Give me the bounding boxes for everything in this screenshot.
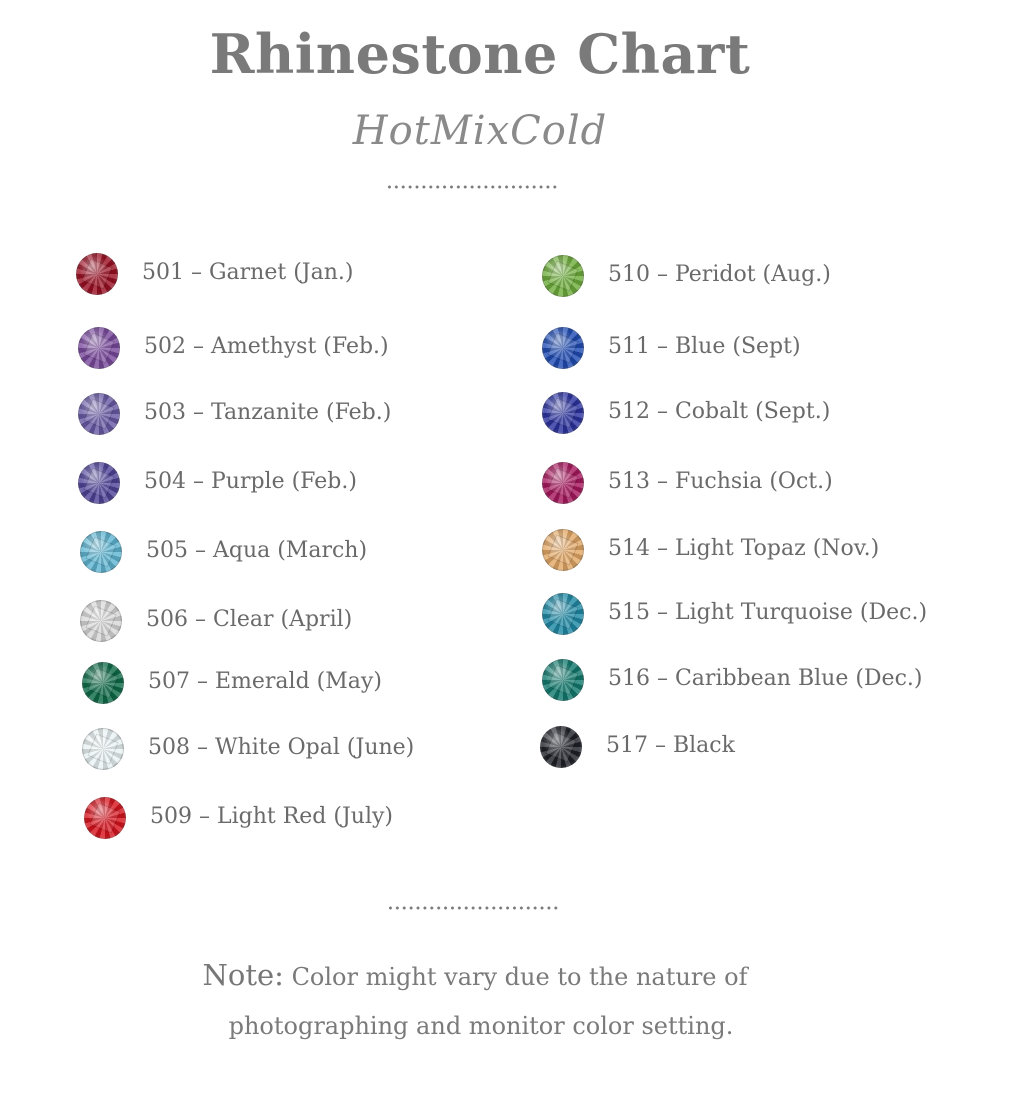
rhinestone-swatch bbox=[78, 327, 120, 369]
rhinestone-swatch bbox=[542, 593, 584, 635]
dotted-divider-bottom bbox=[387, 906, 559, 910]
rhinestone-swatch bbox=[542, 529, 584, 571]
rhinestone-swatch bbox=[540, 726, 582, 768]
rhinestone-label: 514 – Light Topaz (Nov.) bbox=[608, 536, 880, 561]
rhinestone-label: 515 – Light Turquoise (Dec.) bbox=[608, 600, 928, 625]
rhinestone-label: 512 – Cobalt (Sept.) bbox=[608, 399, 831, 424]
rhinestone-swatch bbox=[542, 392, 584, 434]
rhinestone-label: 509 – Light Red (July) bbox=[150, 804, 393, 829]
rhinestone-swatch bbox=[542, 462, 584, 504]
dotted-divider-top bbox=[386, 185, 558, 189]
rhinestone-label: 508 – White Opal (June) bbox=[148, 735, 415, 760]
note-label: Note: bbox=[202, 958, 284, 992]
rhinestone-label: 517 – Black bbox=[606, 733, 735, 758]
rhinestone-label: 501 – Garnet (Jan.) bbox=[142, 260, 354, 285]
rhinestone-swatch bbox=[542, 659, 584, 701]
rhinestone-label: 505 – Aqua (March) bbox=[146, 538, 368, 563]
rhinestone-label: 507 – Emerald (May) bbox=[148, 669, 382, 694]
rhinestone-swatch bbox=[78, 462, 120, 504]
rhinestone-swatch bbox=[78, 393, 120, 435]
rhinestone-label: 503 – Tanzanite (Feb.) bbox=[144, 400, 392, 425]
page-title: Rhinestone Chart bbox=[209, 22, 751, 86]
brand-signature: HotMixCold bbox=[352, 108, 608, 154]
rhinestone-label: 506 – Clear (April) bbox=[146, 607, 353, 632]
rhinestone-label: 513 – Fuchsia (Oct.) bbox=[608, 469, 833, 494]
note-text-1: Color might vary due to the nature of bbox=[283, 963, 748, 991]
rhinestone-swatch bbox=[80, 531, 122, 573]
rhinestone-swatch bbox=[84, 797, 126, 839]
rhinestone-label: 511 – Blue (Sept) bbox=[608, 334, 801, 359]
rhinestone-swatch bbox=[542, 327, 584, 369]
rhinestone-label: 502 – Amethyst (Feb.) bbox=[144, 334, 389, 359]
rhinestone-swatch bbox=[82, 662, 124, 704]
rhinestone-swatch bbox=[542, 255, 584, 297]
note-line-2: photographing and monitor color setting. bbox=[228, 1012, 734, 1040]
rhinestone-label: 504 – Purple (Feb.) bbox=[144, 469, 357, 494]
rhinestone-swatch bbox=[76, 253, 118, 295]
rhinestone-label: 516 – Caribbean Blue (Dec.) bbox=[608, 666, 923, 691]
rhinestone-swatch bbox=[80, 600, 122, 642]
rhinestone-label: 510 – Peridot (Aug.) bbox=[608, 262, 831, 287]
rhinestone-swatch bbox=[82, 728, 124, 770]
note-line-1 bbox=[0, 958, 950, 992]
